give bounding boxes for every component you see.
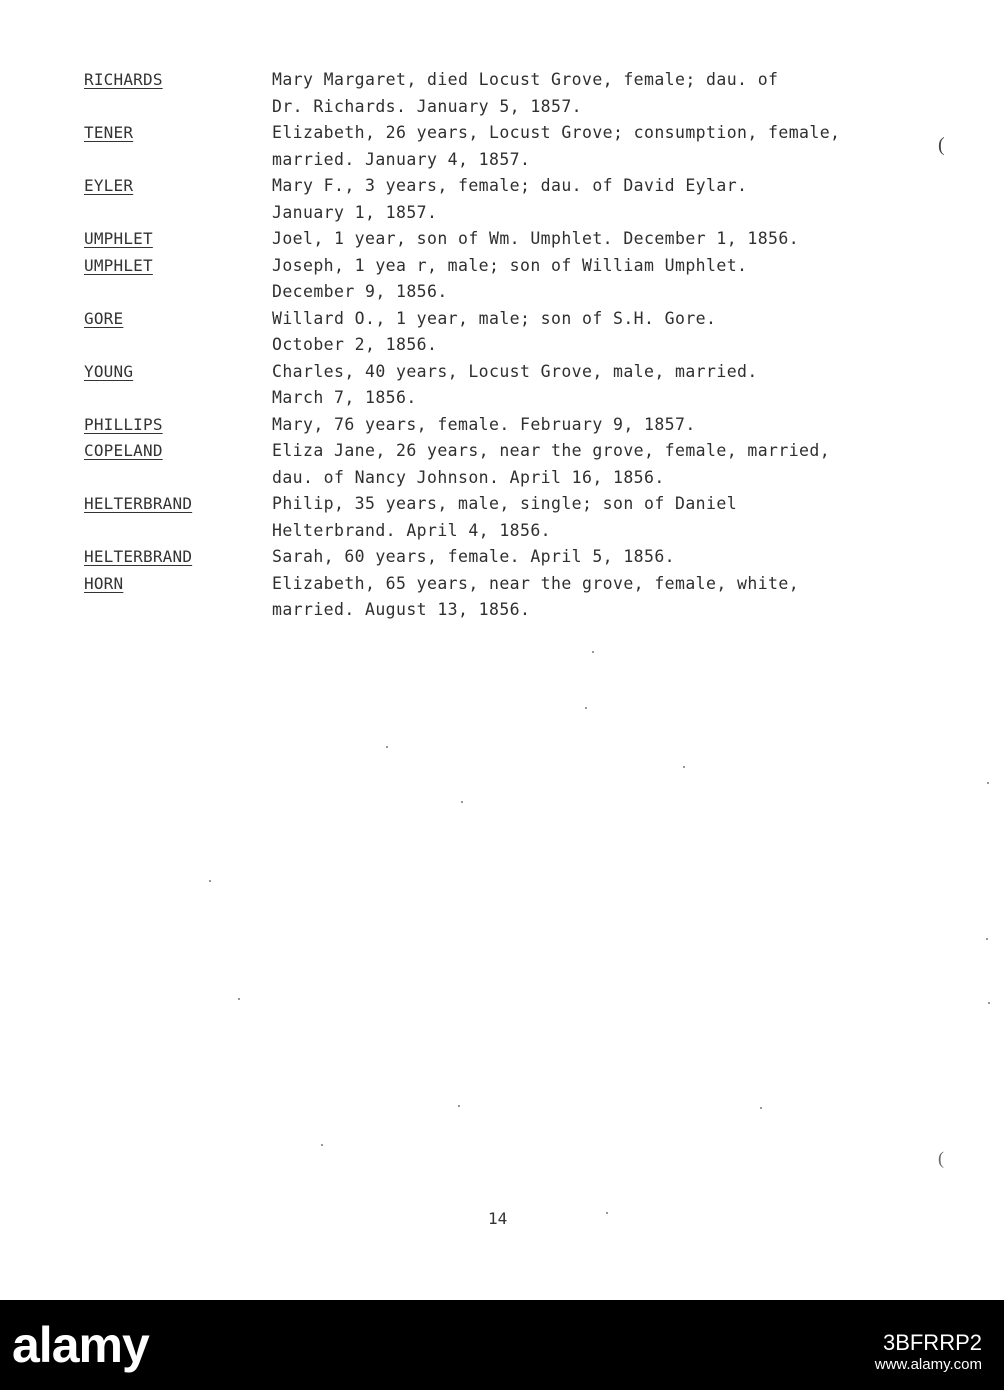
record-row [84,438,984,491]
record-entry-line: Philip, 35 years, male, single; son of Daniel [272,494,738,513]
scan-speck [209,880,211,882]
record-entry-line: Joseph, 1 yea r, male; son of William Umphlet. [272,255,748,275]
record-entry-line: January 1, 1857. [272,202,438,222]
scan-speck [683,766,685,768]
record-entry [272,571,984,624]
record-surname: TENER [84,123,134,142]
record-row [84,306,984,359]
scan-speck [592,651,594,653]
record-row [84,253,984,306]
record-entry-line: October 2, 1856. [272,335,438,354]
record-entry-line: Elizabeth, 65 years, near the grove, female, white, [272,573,800,593]
record-surname: HELTERBRAND [84,494,193,513]
record-entry-line: Charles, 40 years, Locust Grove, male, married. [272,361,758,381]
record-entry-line: Mary Margaret, died Locust Grove, female; dau. of [272,70,779,89]
record-surname: UMPHLET [84,229,153,248]
record-entry-line: March 7, 1856. [272,388,417,407]
record-entry [272,253,984,306]
record-entry [272,491,984,544]
record-row [84,173,984,226]
record-entry-line: Elizabeth, 26 years, Locust Grove; consumption, female, [272,123,841,142]
scan-speck [760,1107,762,1109]
record-row [84,226,984,253]
record-surname: EYLER [84,176,134,195]
page-number: 14 [488,1209,508,1228]
record-entry-line: Helterbrand. April 4, 1856. [272,520,552,540]
scan-speck [461,801,463,803]
scan-speck [987,782,989,784]
footer-url: www.alamy.com [874,1356,982,1373]
record-row [84,544,984,571]
alamy-logo-text: alamy [12,1317,149,1373]
scan-speck [988,1002,990,1004]
scan-speck [458,1105,460,1107]
image-id: 3BFRRP2 [882,1330,982,1355]
scan-speck [386,746,388,748]
record-row [84,67,984,120]
scan-speck [986,938,988,940]
record-entry [272,544,984,571]
record-entry [272,173,984,226]
scan-speck [321,1144,323,1146]
record-entry-line: December 9, 1856. [272,282,448,301]
record-surname: HORN [84,573,124,593]
record-entry-line: married. August 13, 1856. [272,600,531,619]
watermark-footer [0,1300,1004,1390]
record-entry-line: Mary, 76 years, female. February 9, 1857. [272,414,696,434]
record-entry-line: Dr. Richards. January 5, 1857. [272,96,583,116]
record-entry [272,226,984,253]
margin-mark: ( [938,134,945,156]
scan-speck [238,998,240,1000]
record-row [84,491,984,544]
record-surname: UMPHLET [84,255,153,275]
record-surname: PHILLIPS [84,414,163,434]
record-entry [272,120,984,173]
record-surname: HELTERBRAND [84,547,193,566]
record-entry-line: dau. of Nancy Johnson. April 16, 1856. [272,467,665,487]
record-entry-line: married. January 4, 1857. [272,149,531,169]
record-entry-line: Mary F., 3 years, female; dau. of David Eylar. [272,176,748,195]
alamy-logo [12,1316,149,1374]
scan-speck [606,1212,608,1214]
record-entry [272,359,984,412]
death-records-list [84,67,984,624]
record-surname: RICHARDS [84,70,163,89]
record-entry [272,438,984,491]
record-row [84,412,984,439]
record-entry-line: Willard O., 1 year, male; son of S.H. Gore. [272,308,717,328]
record-entry [272,67,984,120]
record-entry-line: Joel, 1 year, son of Wm. Umphlet. December 1, 1856. [272,229,800,248]
record-row [84,359,984,412]
scan-speck [585,707,587,709]
record-entry-line: Sarah, 60 years, female. April 5, 1856. [272,547,676,566]
record-surname: YOUNG [84,361,134,381]
record-entry [272,306,984,359]
record-surname: GORE [84,308,124,328]
record-surname: COPELAND [84,441,163,460]
record-entry-line: Eliza Jane, 26 years, near the grove, female, married, [272,441,831,460]
record-row [84,571,984,624]
record-entry [272,412,984,439]
margin-mark-lower: ( [938,1148,944,1168]
record-row [84,120,984,173]
